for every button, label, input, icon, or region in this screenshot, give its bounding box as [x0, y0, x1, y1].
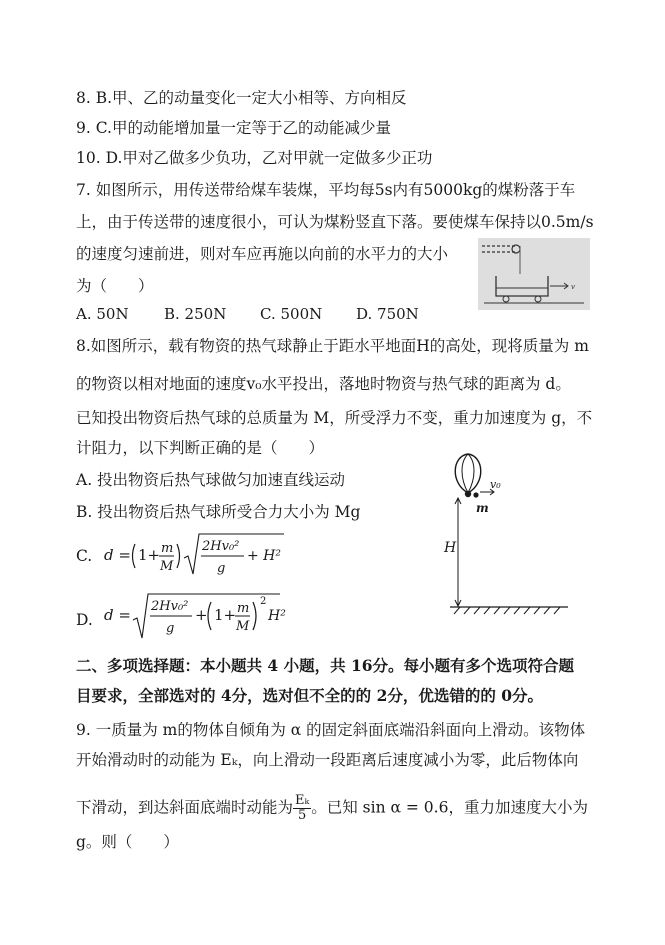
- conveyor-figure: [478, 238, 590, 310]
- q7-line-3: 的速度匀速前进，则对车应再施以向前的水平力的大小: [76, 245, 449, 263]
- q9-line-3-post: 。已知 sin α = 0.6，重力加速度大小为: [311, 798, 588, 817]
- height-h-label: H: [444, 540, 457, 556]
- q9-line-3: [76, 794, 588, 823]
- formula-c-plus: + H²: [247, 548, 282, 564]
- formula-d-d: d =: [104, 606, 131, 624]
- q9-fraction-num: Eₖ: [295, 793, 310, 808]
- q7-line-4: 为（ ）: [76, 277, 154, 295]
- q8-option-c-formula: [104, 528, 304, 588]
- q7-option-c: C. 500N: [260, 305, 323, 323]
- q9-line-2: 开始滑动时的动能为 Eₖ，向上滑动一段距离后速度减小为零，此后物体向: [76, 751, 579, 769]
- q8-line-1: 8.如图所示，载有物资的热气球静止于距水平地面H的高处，现将质量为 m: [76, 337, 589, 355]
- formula-c-d: d =: [104, 546, 131, 564]
- mass-m-label: m: [476, 501, 489, 515]
- conveyor-diagram: [478, 238, 590, 310]
- formula-d-m: m: [237, 601, 250, 616]
- formula-c-one: 1+: [138, 546, 161, 564]
- balloon-basket: [465, 491, 471, 497]
- q9-fraction: [293, 794, 311, 823]
- formula-d-plus: +: [195, 606, 208, 624]
- q7-line-2: 上，由于传送带的速度很小，可认为煤粉竖直下落。要使煤车保持以0.5m/s: [76, 213, 594, 231]
- q8-option-b: B. 投出物资后热气球所受合力大小为 Mg: [76, 503, 361, 521]
- q7-option-a: A. 50N: [76, 305, 129, 323]
- line-q10-option-d: 10. D.甲对乙做多少负功，乙对甲就一定做多少正功: [76, 149, 433, 167]
- line-q8-option-b: 8. B.甲、乙的动量变化一定大小相等、方向相反: [76, 89, 407, 107]
- q8-option-d-label: D.: [76, 611, 93, 629]
- formula-c-bigm: M: [160, 559, 174, 574]
- cargo-dot: [473, 492, 478, 497]
- q9-fraction-den: 5: [297, 808, 307, 823]
- formula-d-one: 1+: [214, 606, 237, 624]
- q8-option-a: A. 投出物资后热气球做匀加速直线运动: [76, 471, 346, 489]
- formula-d-bigm: M: [236, 619, 250, 634]
- formula-d-num: 2Hv₀²: [151, 599, 189, 614]
- formula-d-den: g: [166, 621, 175, 636]
- formula-c-m: m: [161, 541, 174, 556]
- q8-line-3: 已知投出物资后热气球的总质量为 M，所受浮力不变，重力加速度为 g，不: [76, 409, 593, 427]
- formula-d-h2: H²: [268, 608, 286, 624]
- q8-line-2: 的物资以相对地面的速度v₀水平投出，落地时物资与热气球的距离为 d。: [76, 375, 571, 393]
- velocity-label: v: [571, 283, 575, 291]
- section-2-heading-line-1: 二、多项选择题：本小题共 4 小题，共 16分。每小题有多个选项符合题: [76, 656, 575, 675]
- line-q9-option-c: 9. C.甲的动能增加量一定等于乙的动能减少量: [76, 119, 391, 137]
- q9-line-3-pre: 下滑动，到达斜面底端时动能为: [76, 798, 294, 817]
- formula-c-den: g: [217, 561, 226, 576]
- formula-c-num: 2Hv₀²: [202, 539, 240, 554]
- q7-line-1: 7. 如图所示，用传送带给煤车装煤，平均每5s内有5000kg的煤粉落于车: [76, 181, 576, 199]
- q8-option-c-label: C.: [76, 547, 93, 565]
- ground-hatching: [454, 607, 560, 614]
- balloon-envelope: [455, 454, 481, 493]
- q7-option-d: D. 750N: [356, 305, 419, 323]
- q9-line-1: 9. 一质量为 m的物体自倾角为 α 的固定斜面底端沿斜面向上滑动。该物体: [76, 721, 586, 739]
- balloon-figure: [440, 448, 580, 624]
- q7-option-b: B. 250N: [164, 305, 227, 323]
- q8-option-d-formula: [104, 588, 304, 648]
- formula-d-square: 2: [260, 596, 267, 607]
- velocity-v0-label: v₀: [490, 478, 501, 491]
- q9-line-4: g。则（ ）: [76, 833, 179, 851]
- section-2-heading-line-2: 目要求，全部选对的 4分，选对但不全的的 2分，优选错的的 0分。: [76, 686, 544, 705]
- q8-line-4: 计阻力，以下判断正确的是（ ）: [76, 439, 325, 457]
